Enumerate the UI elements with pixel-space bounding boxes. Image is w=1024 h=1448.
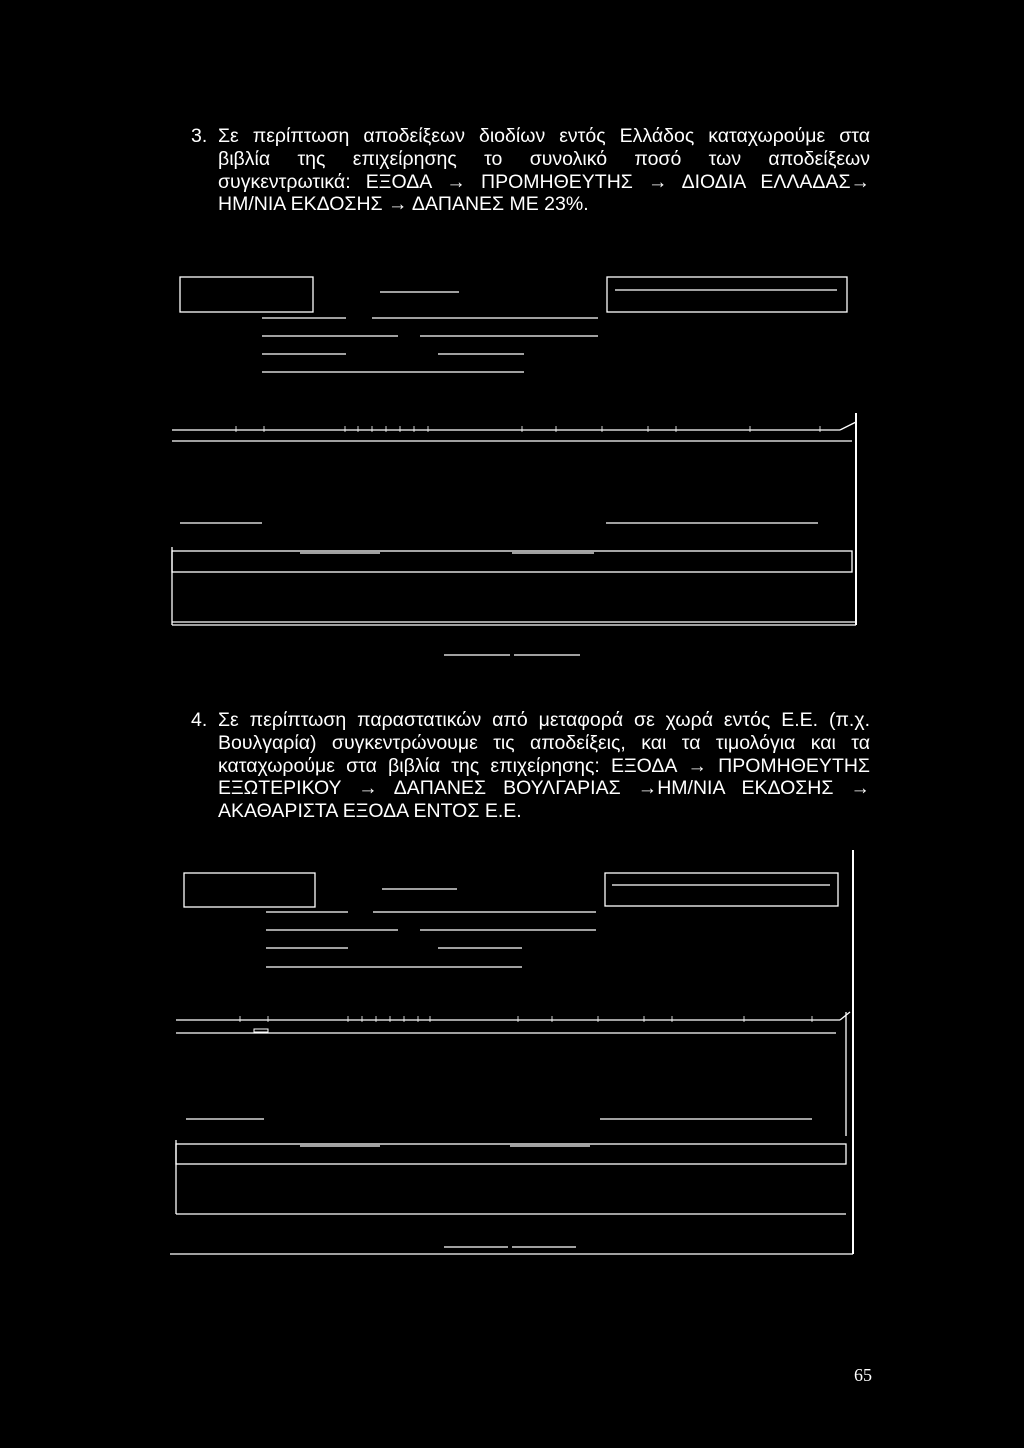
form-2-tick-marks bbox=[240, 1016, 812, 1022]
page-number: 65 bbox=[854, 1365, 872, 1385]
form-2-box-right bbox=[605, 873, 838, 906]
section-4-line-5: ΑΚΑΘΑΡΙΣΤΑ ΕΞΟΔΑ ΕΝΤΟΣ Ε.Ε. bbox=[218, 800, 522, 823]
section-4-line-2: Βουλγαρία) συγκεντρώνουμε τις αποδείξεις, και τα τιμολόγια και τα bbox=[218, 731, 870, 754]
section-3-line-1: Σε περίπτωση αποδείξεων διοδίων εντός Ελλάδος καταχωρούμε στα bbox=[218, 125, 870, 147]
section-3-line-2: βιβλία της επιχείρησης το συνολικό ποσό των αποδείξεων bbox=[218, 147, 870, 170]
section-4-line-3: καταχωρούμε στα βιβλία της επιχείρησης: ΕΞΟΔΑ → ΠΡΟΜΗΘΕΥΤΗΣ bbox=[218, 754, 870, 777]
section-3-line-4: ΗΜ/ΝΙΑ ΕΚΔΟΣΗΣ → ΔΑΠΑΝΕΣ ΜΕ 23%. bbox=[218, 193, 589, 216]
form-2-bar bbox=[176, 1144, 846, 1164]
form-2-box-left bbox=[184, 873, 315, 907]
section-4-line-1: Σε περίπτωση παραστατικών από μεταφορά σε χωρά εντός Ε.Ε. (π.χ. bbox=[218, 709, 870, 731]
section-3-line-3: συγκεντρωτικά: ΕΞΟΔΑ → ΠΡΟΜΗΘΕΥΤΗΣ → ΔΙΟΔΙΑ ΕΛΛΑΔΑΣ→ bbox=[218, 170, 870, 193]
section-3-number: 3. bbox=[191, 125, 208, 147]
form-2-marker bbox=[254, 1029, 268, 1032]
form-2-line bbox=[840, 1012, 850, 1020]
section-4-number: 4. bbox=[191, 709, 208, 731]
section-4-line-4: ΕΞΩΤΕΡΙΚΟΥ → ΔΑΠΑΝΕΣ ΒΟΥΛΓΑΡΙΑΣ →ΗΜ/ΝΙΑ ΕΚΔΟΣΗΣ → bbox=[218, 777, 870, 800]
